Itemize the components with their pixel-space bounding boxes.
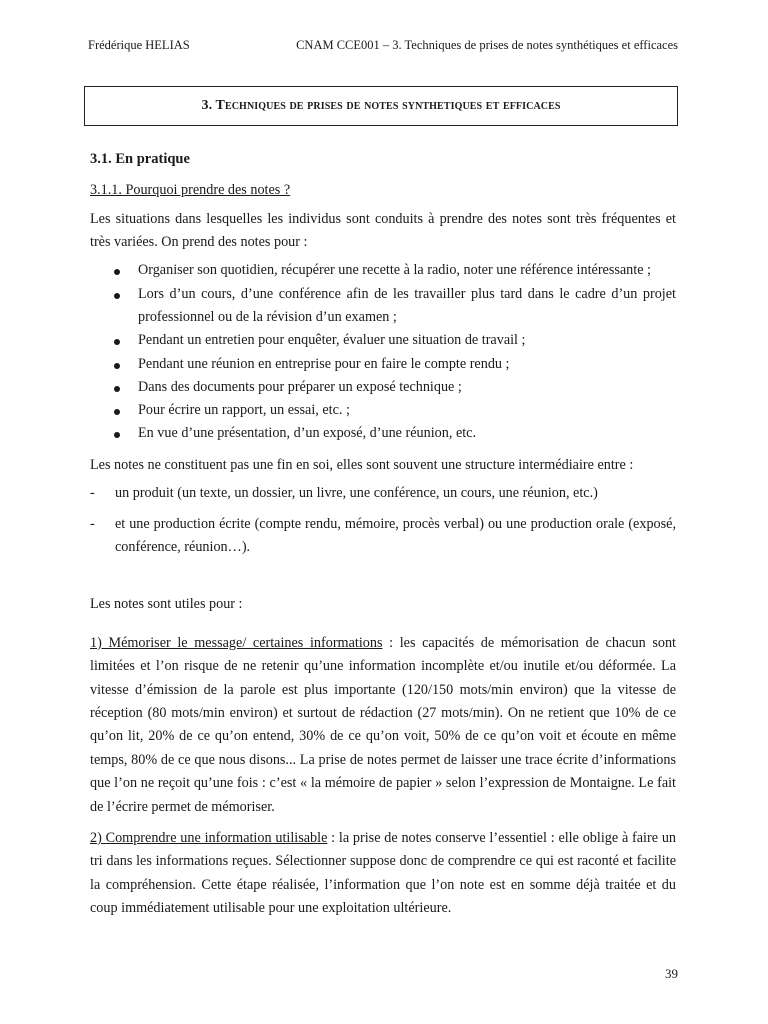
header-author: Frédérique HELIAS [88,38,190,52]
list-item-text: un produit (un texte, un dossier, un livre, une conférence, un cours, une réunion, etc.) [115,485,598,502]
structure-list [90,482,676,558]
list-item-text: En vue d’une présentation, d’un exposé, d’une réunion, etc. [138,425,477,442]
section-title: 3.1. En pratique [90,151,190,167]
list-item [90,283,676,330]
utility-intro: Les notes sont utiles pour : [90,596,243,613]
subsection-title: 3.1.1. Pourquoi prendre des notes ? [90,181,291,198]
chapter-title: 3. Techniques de prises de notes synthetiques et efficaces [201,98,561,113]
dash-icon: - [90,515,95,532]
list-item [90,259,676,282]
bullet-icon [114,363,120,369]
point-memoriser [90,632,676,819]
list-item [90,376,676,399]
intro-paragraph: Les situations dans lesquelles les individus sont conduits à prendre des notes sont très fréquentes et très variées. On prend des notes pour : [90,211,676,250]
bullet-icon [114,293,120,299]
point-heading: 1) Mémoriser le message/ certaines informations [90,634,383,651]
list-item [90,399,676,422]
header-course: CNAM CCE001 – 3. Techniques de prises de notes synthétiques et efficaces [296,38,678,52]
point-text: : les capacités de mémorisation de chacun sont limitées et l’on risque de ne retenir qu’une information incomplète et/ou inutile et/ou déformée. La vitesse d’émission de la parole est plus importante (120/150 mots/min environ) que la vitesse de réception (80 mots/min environ) et surtout de rédaction (27 mots/min). On ne retient que 10% de ce qu’on lit, 20% de ce qu’on entend, 30% de ce qu’on voit, 50% de ce qu’on voit et écoute en même temps, 80% de ce que nous disons... La prise de notes permet de laisser une trace écrite d’informations que l’on ne reçoit qu’une fois : c’est « la mémoire de papier » selon l’expression de Montaigne. Le fait de l’écrire permet de mémoriser. [90,634,676,815]
list-item [90,329,676,352]
list-item [90,422,676,445]
list-item-text: et une production écrite (compte rendu, mémoire, procès verbal) ou une production orale (exposé, conférence, réunion…). [115,515,676,555]
list-item-text: Pendant une réunion en entreprise pour en faire le compte rendu ; [138,355,510,372]
list-item [90,482,676,505]
page-number: 39 [665,966,678,981]
bullet-icon [114,269,120,275]
list-item-text: Dans des documents pour préparer un exposé technique ; [138,378,462,395]
point-comprendre [90,827,676,921]
reasons-list [90,259,676,445]
chapter-title-box [84,86,678,126]
list-item [90,513,676,558]
list-item-text: Organiser son quotidien, récupérer une recette à la radio, noter une référence intéressante ; [138,262,652,279]
point-heading: 2) Comprendre une information utilisable [90,829,328,846]
bullet-icon [114,409,120,415]
structure-intro: Les notes ne constituent pas une fin en soi, elles sont souvent une structure intermédiaire entre : [90,456,634,473]
page-body [90,148,676,929]
list-item [90,353,676,376]
page-header [88,38,678,53]
point-text: : la prise de notes conserve l’essentiel : elle oblige à faire un tri dans les informations reçues. Sélectionner suppose donc de comprendre ce qui est raconté et facilite la compréhension. Cette étape réalisée, l’information que l’on note est en somme déjà traitée et du coup immédiatement utilisable pour une exploitation ultérieure. [90,829,677,917]
list-item-text: Pendant un entretien pour enquêter, évaluer une situation de travail ; [138,332,526,349]
list-item-text: Pour écrire un rapport, un essai, etc. ; [138,402,350,419]
bullet-icon [114,339,120,345]
list-item-text: Lors d’un cours, d’une conférence afin de les travailler plus tard dans le cadre d’un projet professionnel ou de la révision d’un examen ; [138,285,676,325]
bullet-icon [114,432,120,438]
bullet-icon [114,386,120,392]
dash-icon: - [90,485,95,502]
